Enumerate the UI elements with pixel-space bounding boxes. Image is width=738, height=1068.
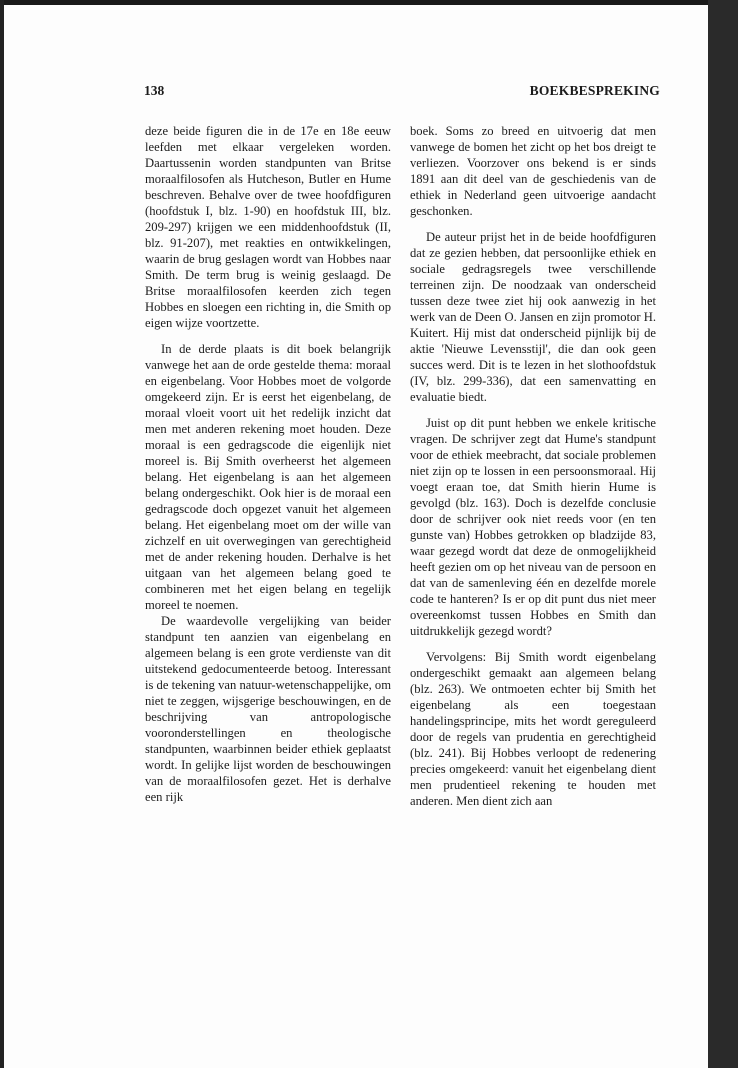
scan-border-right — [708, 0, 738, 1068]
paragraph: deze beide figuren die in de 17e en 18e eeuw leefden met elkaar vergeleken worden. Daartussenin worden standpunten van Britse moraalfilosofen als Hutcheson, Butler en Hume beschreven. Behalve over de twee hoofdfiguren (hoofdstuk I, blz. 1-90) en hoofdstuk III, blz. 209-297) krijgen we een middenhoofdstuk (II, blz. 91-207), met reakties en ontwikkelingen, waarin de brug geslagen wordt van Hobbes naar Smith. De term brug is weinig geslaagd. De Britse moraalfilosofen keerden zich tegen Hobbes en sloegen een richting in, die Smith op eigen wijze voortzette. — [145, 124, 391, 330]
paragraph: De auteur prijst het in de beide hoofdfiguren dat ze gezien hebben, dat persoonlijke ethiek en sociale gedragsregels twee verschillende terreinen zijn. De noodzaak van onderscheid tussen deze twee ziet hij ook aanwezig in het werk van de Deen O. Jansen en zijn promotor H. Kuitert. Hij mist dat onderscheid pijnlijk bij de aktie 'Nieuwe Levensstijl', die dan ook geen succes werd. Dit is te lezen in het slothoofdstuk (IV, blz. 299-336), dat een samenvatting en evaluatie biedt. — [410, 230, 656, 404]
paragraph: De waardevolle vergelijking van beider standpunt ten aanzien van eigenbelang en algemeen belang is een grote verdienste van dit uitstekend gedocumenteerde betoog. Interessant is de tekening van natuur-wetenschappelijke, om niet te zeggen, wijsgerige beschouwingen, en de beschrijving van antropologische vooronderstellingen en theologische standpunten, waarbinnen beider ethiek geplaatst wordt. In gelijke lijst worden de beschouwingen van de moraalfilosofen gezet. Het is derhalve een rijk — [145, 614, 391, 804]
book-page — [4, 5, 708, 1068]
paragraph: Juist op dit punt hebben we enkele kritische vragen. De schrijver zegt dat Hume's standpunt voor de ethiek meebracht, dat sociale problemen niet zijn op te lossen in een persoonsmoraal. Hij voegt eraan toe, dat Smith hierin Hume is gevolgd (blz. 163). Doch is dezelfde conclusie door de schrijver ook niet reeds voor (en ten gunste van) Hobbes getrokken op bladzijde 83, waar gezegd wordt dat deze de onmogelijkheid heeft gezien om op het niveau van de persoon en dat van de samenleving één en dezelfde morele code te hanteren? Is er op dit punt dus niet meer overeenkomst tussen Hobbes en Smith dan uitdrukkelijk gezegd wordt? — [410, 416, 656, 638]
page-number: 138 — [144, 83, 165, 98]
right-column — [410, 123, 656, 809]
left-column — [145, 123, 391, 805]
paragraph: boek. Soms zo breed en uitvoerig dat men vanwege de bomen het zicht op het bos dreigt te verliezen. Voorzover ons bekend is er sinds 1891 aan dit deel van de geschiedenis van de ethiek in Nederland geen uitvoerige aandacht geschonken. — [410, 124, 656, 218]
running-title: BOEKBESPREKING — [529, 83, 660, 98]
paragraph: In de derde plaats is dit boek belangrijk vanwege het aan de orde gestelde thema: moraal en eigenbelang. Voor Hobbes moet de volgorde omgekeerd zijn. Er is eerst het eigenbelang, de moraal vloeit voort uit het redelijk inzicht dat men met anderen rekening moet houden. Deze moraal is een gedragscode die eigenlijk niet moreel is. Bij Smith overheerst het algemeen belang. Het eigenbelang is aan het algemeen belang ondergeschikt. Ook hier is de moraal een gedragscode doch opgezet vanuit het algemeen belang. Het eigenbelang moet om der wille van zichzelf en uit overwegingen van gerechtigheid met de ander rekening houden. Derhalve is het uitgaan van het algemeen belang goed te combineren met het eigen belang en tegelijk moreel te noemen. — [145, 342, 391, 612]
paragraph: Vervolgens: Bij Smith wordt eigenbelang ondergeschikt gemaakt aan algemeen belang (blz. 263). We ontmoeten echter bij Smith het eigenbelang als een toegestaan handelingsprincipe, mits het wordt gereguleerd door de regels van prudentia en gerechtigheid (blz. 241). Bij Hobbes verloopt de redenering precies omgekeerd: vanuit het eigenbelang dient men prudentieel rekening te houden met anderen. Men dient zich aan — [410, 650, 656, 808]
